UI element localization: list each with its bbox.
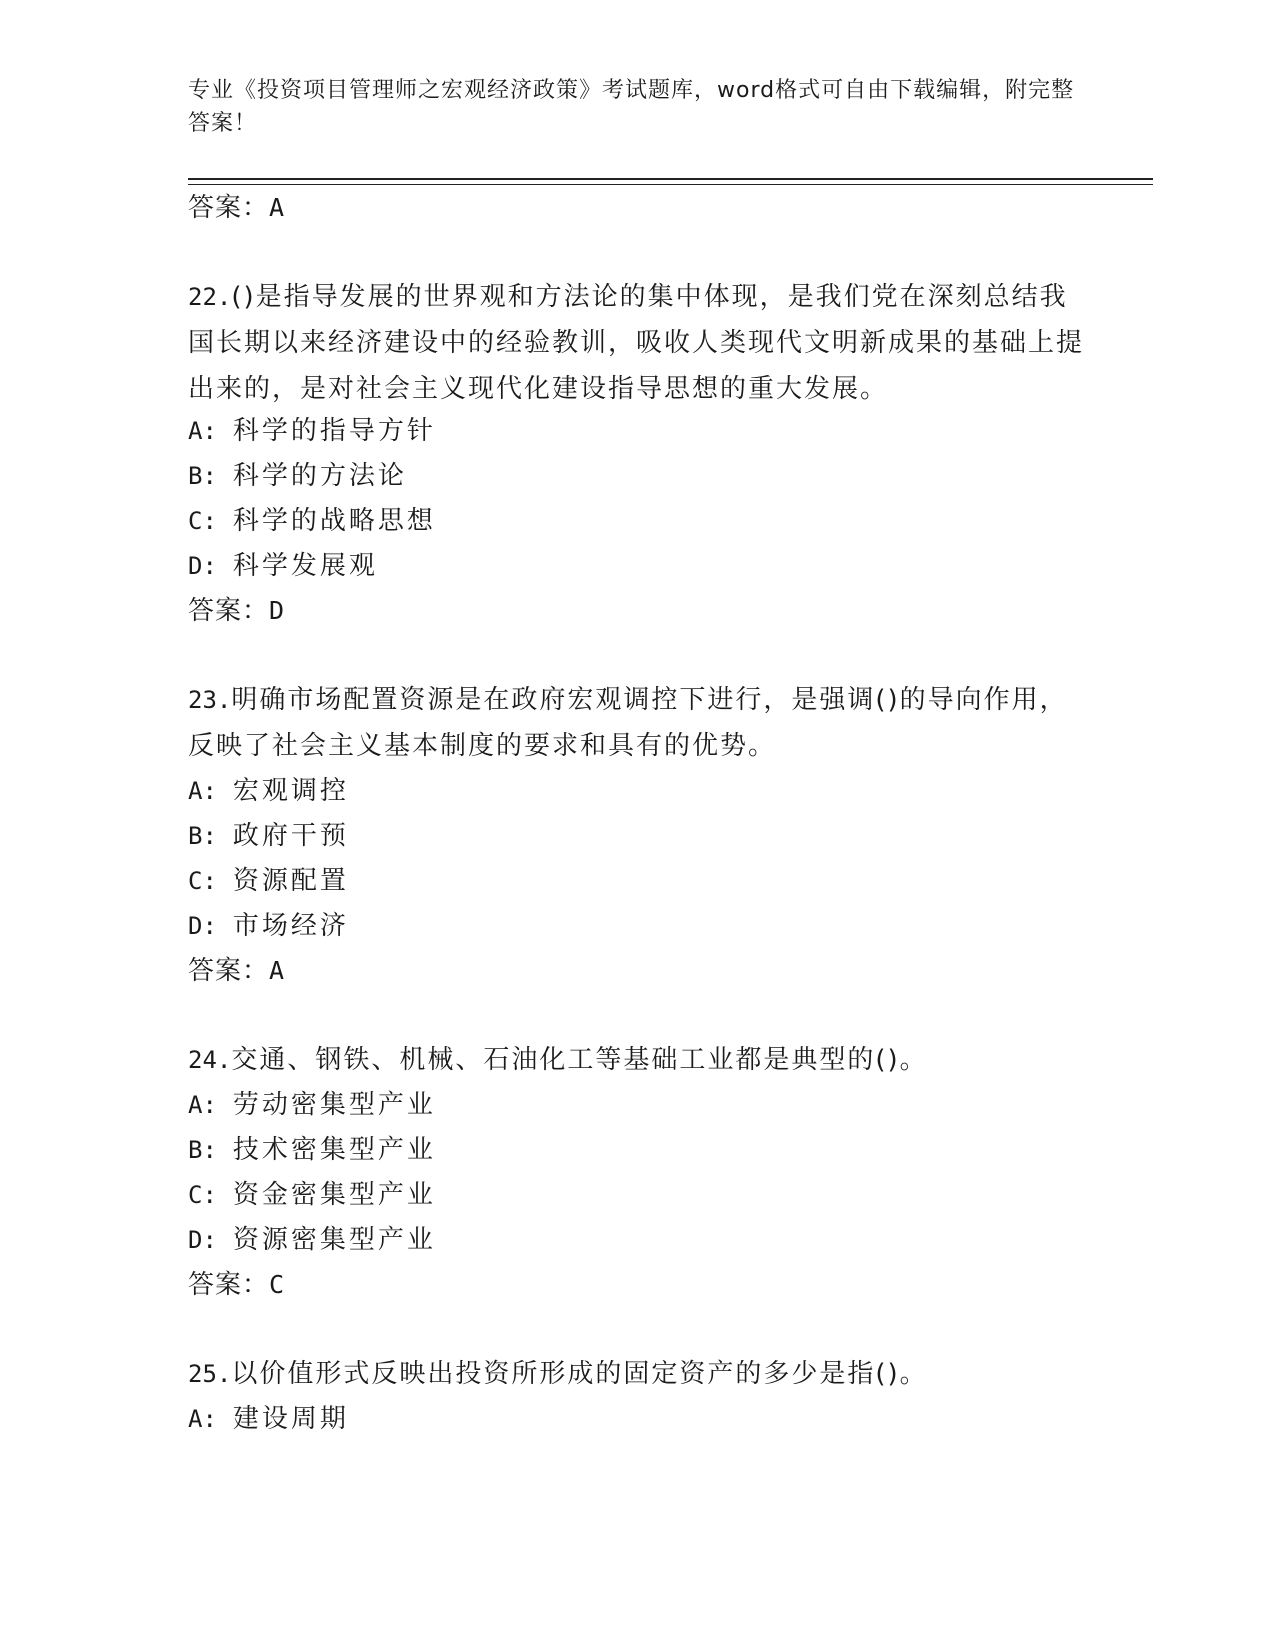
answer-line-22	[188, 596, 284, 626]
option-22-a	[188, 416, 436, 446]
option-23-c	[188, 866, 349, 896]
option-24-c	[188, 1180, 436, 1210]
answer-line	[188, 193, 284, 223]
option-text: 市场经济	[232, 911, 349, 941]
option-key: A:	[188, 1091, 217, 1119]
option-key: B:	[188, 462, 217, 490]
question-number: 24.	[188, 1046, 232, 1074]
answer-label: 答案：	[188, 596, 270, 626]
answer-label: 答案：	[188, 193, 270, 223]
answer-value: A	[269, 193, 285, 222]
option-22-c	[188, 506, 436, 536]
option-key: C:	[188, 867, 217, 895]
option-key: B:	[188, 1136, 217, 1164]
header-divider-thin	[188, 184, 1153, 185]
option-key: D:	[188, 912, 217, 940]
answer-value: A	[269, 956, 285, 985]
option-key: A:	[188, 1405, 217, 1433]
option-key: D:	[188, 1226, 217, 1254]
option-text: 科学发展观	[232, 551, 378, 581]
option-key: C:	[188, 1181, 217, 1209]
question-22	[188, 274, 1088, 412]
document-header: 专业《投资项目管理师之宏观经济政策》考试题库，word格式可自由下载编辑，附完整答案！	[188, 78, 1075, 136]
option-23-d	[188, 911, 349, 941]
option-key: A:	[188, 417, 217, 445]
option-text: 劳动密集型产业	[232, 1090, 436, 1120]
option-text: 建设周期	[232, 1404, 349, 1434]
option-23-a	[188, 776, 349, 806]
answer-line-23	[188, 956, 284, 986]
question-number: 25.	[188, 1360, 232, 1388]
option-text: 科学的战略思想	[232, 506, 436, 536]
option-text: 资源配置	[232, 866, 349, 896]
option-text: 资金密集型产业	[232, 1180, 436, 1210]
option-text: 政府干预	[232, 821, 349, 851]
option-text: 资源密集型产业	[232, 1225, 436, 1255]
option-text: 科学的方法论	[232, 461, 407, 491]
question-text: 以价值形式反映出投资所形成的固定资产的多少是指()。	[231, 1359, 928, 1389]
question-number: 23.	[188, 686, 232, 714]
answer-value: D	[269, 596, 285, 625]
option-25-a	[188, 1404, 349, 1434]
question-24	[188, 1037, 1088, 1083]
question-23	[188, 677, 1088, 769]
option-text: 科学的指导方针	[232, 416, 436, 446]
question-25	[188, 1351, 1088, 1397]
question-text: 明确市场配置资源是在政府宏观调控下进行，是强调()的导向作用，反映了社会主义基本制度的要求和具有的优势。	[188, 685, 1068, 761]
answer-label: 答案：	[188, 956, 270, 986]
question-text: 交通、钢铁、机械、石油化工等基础工业都是典型的()。	[231, 1045, 928, 1075]
option-key: A:	[188, 777, 217, 805]
option-22-d	[188, 551, 378, 581]
option-key: D:	[188, 552, 217, 580]
option-text: 宏观调控	[232, 776, 349, 806]
question-text: ()是指导发展的世界观和方法论的集中体现，是我们党在深刻总结我国长期以来经济建设中的经验教训，吸收人类现代文明新成果的基础上提出来的，是对社会主义现代化建设指导思想的重大发展。	[188, 282, 1085, 404]
answer-value: C	[269, 1270, 285, 1299]
option-24-d	[188, 1225, 436, 1255]
option-text: 技术密集型产业	[232, 1135, 436, 1165]
option-key: C:	[188, 507, 217, 535]
option-22-b	[188, 461, 407, 491]
option-key: B:	[188, 822, 217, 850]
option-24-a	[188, 1090, 436, 1120]
option-24-b	[188, 1135, 436, 1165]
option-23-b	[188, 821, 349, 851]
header-divider-thick	[188, 178, 1153, 180]
question-number: 22.	[188, 283, 232, 311]
answer-label: 答案：	[188, 1270, 270, 1300]
answer-line-24	[188, 1270, 284, 1300]
